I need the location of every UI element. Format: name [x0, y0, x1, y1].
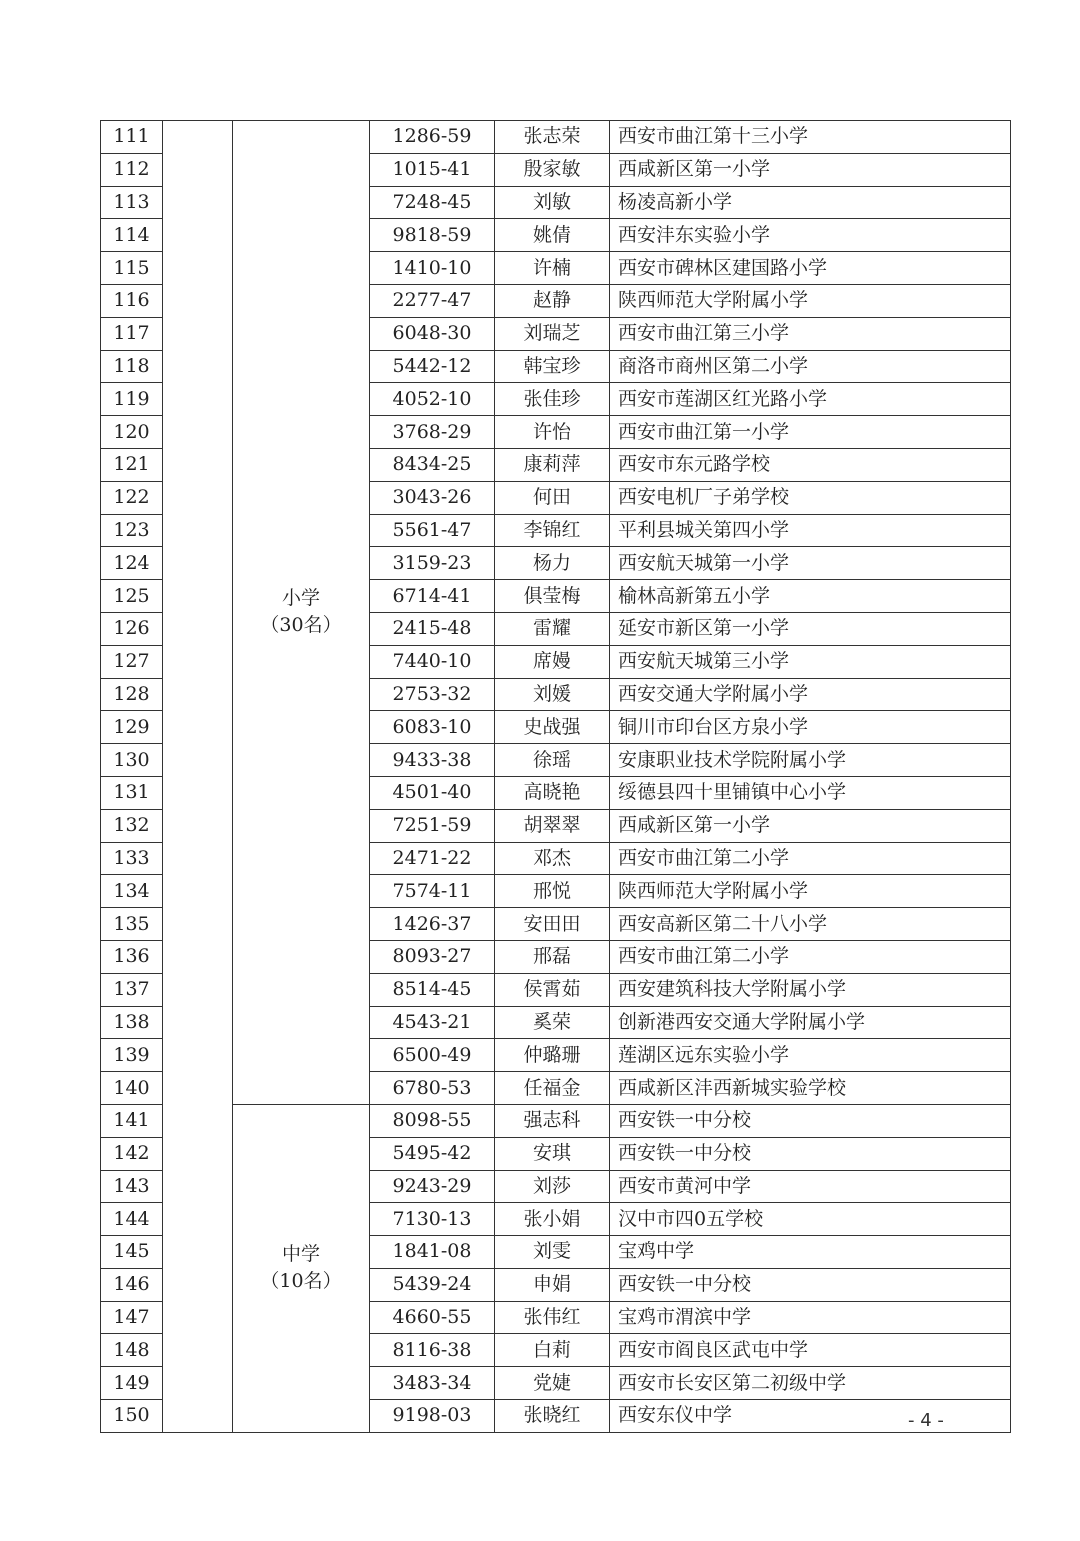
school-name: 莲湖区远东实验小学 [610, 1039, 1011, 1072]
certificate-code: 9243-29 [370, 1170, 495, 1203]
certificate-code: 5442-12 [370, 350, 495, 383]
certificate-code: 2415-48 [370, 612, 495, 645]
page-number: - 4 - [908, 1410, 944, 1431]
row-number: 118 [101, 350, 163, 383]
certificate-code: 4660-55 [370, 1301, 495, 1334]
person-name: 刘雯 [495, 1236, 610, 1269]
school-name: 西安铁一中分校 [610, 1104, 1011, 1137]
school-name: 西安市碑林区建国路小学 [610, 252, 1011, 285]
award-list-table [100, 120, 1011, 1433]
school-name: 绥德县四十里铺镇中心小学 [610, 776, 1011, 809]
person-name: 安琪 [495, 1137, 610, 1170]
row-number: 137 [101, 973, 163, 1006]
row-number: 123 [101, 514, 163, 547]
certificate-code: 8514-45 [370, 973, 495, 1006]
row-number: 144 [101, 1203, 163, 1236]
school-name: 西咸新区第一小学 [610, 809, 1011, 842]
person-name: 张志荣 [495, 121, 610, 154]
person-name: 韩宝珍 [495, 350, 610, 383]
person-name: 姚倩 [495, 219, 610, 252]
row-number: 130 [101, 744, 163, 777]
row-number: 134 [101, 875, 163, 908]
school-name: 西安市曲江第一小学 [610, 416, 1011, 449]
certificate-code: 2277-47 [370, 284, 495, 317]
school-name: 西安航天城第三小学 [610, 645, 1011, 678]
person-name: 殷家敏 [495, 153, 610, 186]
certificate-code: 8098-55 [370, 1104, 495, 1137]
person-name: 赵静 [495, 284, 610, 317]
school-name: 西安市曲江第十三小学 [610, 121, 1011, 154]
certificate-code: 1841-08 [370, 1236, 495, 1269]
row-number: 141 [101, 1104, 163, 1137]
category-cell [233, 121, 370, 1105]
school-name: 汉中市四0五学校 [610, 1203, 1011, 1236]
school-name: 平利县城关第四小学 [610, 514, 1011, 547]
person-name: 强志科 [495, 1104, 610, 1137]
person-name: 张伟红 [495, 1301, 610, 1334]
row-number: 149 [101, 1367, 163, 1400]
row-number: 113 [101, 186, 163, 219]
person-name: 邢悦 [495, 875, 610, 908]
person-name: 杨力 [495, 547, 610, 580]
row-number: 146 [101, 1268, 163, 1301]
certificate-code: 5439-24 [370, 1268, 495, 1301]
person-name: 雷耀 [495, 612, 610, 645]
row-number: 114 [101, 219, 163, 252]
school-name: 西安电机厂子弟学校 [610, 481, 1011, 514]
school-name: 西安东仪中学 [610, 1400, 1011, 1433]
row-number: 139 [101, 1039, 163, 1072]
row-number: 122 [101, 481, 163, 514]
person-name: 党婕 [495, 1367, 610, 1400]
certificate-code: 9433-38 [370, 744, 495, 777]
person-name: 侯霄茹 [495, 973, 610, 1006]
school-name: 延安市新区第一小学 [610, 612, 1011, 645]
certificate-code: 1015-41 [370, 153, 495, 186]
school-name: 西安市莲湖区红光路小学 [610, 383, 1011, 416]
school-name: 西安航天城第一小学 [610, 547, 1011, 580]
school-name: 西安市曲江第二小学 [610, 940, 1011, 973]
certificate-code: 7574-11 [370, 875, 495, 908]
school-name: 西安市黄河中学 [610, 1170, 1011, 1203]
row-number: 126 [101, 612, 163, 645]
person-name: 任福金 [495, 1072, 610, 1105]
certificate-code: 2471-22 [370, 842, 495, 875]
person-name: 刘敏 [495, 186, 610, 219]
person-name: 刘媛 [495, 678, 610, 711]
certificate-code: 3483-34 [370, 1367, 495, 1400]
school-name: 商洛市商州区第二小学 [610, 350, 1011, 383]
category-cell [233, 1104, 370, 1432]
person-name: 刘莎 [495, 1170, 610, 1203]
certificate-code: 4052-10 [370, 383, 495, 416]
certificate-code: 5495-42 [370, 1137, 495, 1170]
certificate-code: 6048-30 [370, 317, 495, 350]
school-name: 榆林高新第五小学 [610, 580, 1011, 613]
row-number: 133 [101, 842, 163, 875]
certificate-code: 8093-27 [370, 940, 495, 973]
person-name: 高晓艳 [495, 776, 610, 809]
row-number: 115 [101, 252, 163, 285]
person-name: 张晓红 [495, 1400, 610, 1433]
certificate-code: 5561-47 [370, 514, 495, 547]
school-name: 西咸新区沣西新城实验学校 [610, 1072, 1011, 1105]
school-name: 陕西师范大学附属小学 [610, 875, 1011, 908]
blank-column-cell [163, 121, 233, 1433]
person-name: 史战强 [495, 711, 610, 744]
row-number: 143 [101, 1170, 163, 1203]
certificate-code: 9198-03 [370, 1400, 495, 1433]
certificate-code: 4501-40 [370, 776, 495, 809]
certificate-code: 6500-49 [370, 1039, 495, 1072]
row-number: 125 [101, 580, 163, 613]
category-count: （30名） [260, 614, 342, 637]
certificate-code: 8116-38 [370, 1334, 495, 1367]
school-name: 西安市阎良区武屯中学 [610, 1334, 1011, 1367]
school-name: 安康职业技术学院附属小学 [610, 744, 1011, 777]
school-name: 西安市长安区第二初级中学 [610, 1367, 1011, 1400]
row-number: 121 [101, 448, 163, 481]
person-name: 张小娟 [495, 1203, 610, 1236]
person-name: 俱莹梅 [495, 580, 610, 613]
certificate-code: 8434-25 [370, 448, 495, 481]
certificate-code: 3159-23 [370, 547, 495, 580]
person-name: 康莉萍 [495, 448, 610, 481]
school-name: 西安市东元路学校 [610, 448, 1011, 481]
row-number: 138 [101, 1006, 163, 1039]
person-name: 邢磊 [495, 940, 610, 973]
school-name: 西安市曲江第二小学 [610, 842, 1011, 875]
school-name: 西安交通大学附属小学 [610, 678, 1011, 711]
person-name: 胡翠翠 [495, 809, 610, 842]
certificate-code: 1426-37 [370, 908, 495, 941]
person-name: 许怡 [495, 416, 610, 449]
row-number: 124 [101, 547, 163, 580]
person-name: 刘瑞芝 [495, 317, 610, 350]
certificate-code: 6714-41 [370, 580, 495, 613]
certificate-code: 4543-21 [370, 1006, 495, 1039]
person-name: 许楠 [495, 252, 610, 285]
row-number: 127 [101, 645, 163, 678]
person-name: 张佳珍 [495, 383, 610, 416]
person-name: 席嫚 [495, 645, 610, 678]
certificate-code: 7248-45 [370, 186, 495, 219]
row-number: 132 [101, 809, 163, 842]
school-name: 陕西师范大学附属小学 [610, 284, 1011, 317]
person-name: 申娟 [495, 1268, 610, 1301]
row-number: 129 [101, 711, 163, 744]
certificate-code: 3768-29 [370, 416, 495, 449]
person-name: 奚荣 [495, 1006, 610, 1039]
row-number: 111 [101, 121, 163, 154]
row-number: 119 [101, 383, 163, 416]
school-name: 西安沣东实验小学 [610, 219, 1011, 252]
row-number: 142 [101, 1137, 163, 1170]
row-number: 140 [101, 1072, 163, 1105]
school-name: 西安铁一中分校 [610, 1137, 1011, 1170]
school-name: 西安铁一中分校 [610, 1268, 1011, 1301]
row-number: 120 [101, 416, 163, 449]
row-number: 136 [101, 940, 163, 973]
certificate-code: 2753-32 [370, 678, 495, 711]
school-name: 创新港西安交通大学附属小学 [610, 1006, 1011, 1039]
row-number: 148 [101, 1334, 163, 1367]
table-body [101, 121, 1011, 1433]
certificate-code: 9818-59 [370, 219, 495, 252]
category-count: （10名） [260, 1270, 342, 1293]
row-number: 117 [101, 317, 163, 350]
category-name: 小学 [281, 586, 320, 609]
table-row [101, 1104, 1011, 1137]
school-name: 宝鸡中学 [610, 1236, 1011, 1269]
school-name: 西安市曲江第三小学 [610, 317, 1011, 350]
certificate-code: 7440-10 [370, 645, 495, 678]
certificate-code: 1286-59 [370, 121, 495, 154]
row-number: 131 [101, 776, 163, 809]
row-number: 145 [101, 1236, 163, 1269]
person-name: 何田 [495, 481, 610, 514]
row-number: 150 [101, 1400, 163, 1433]
school-name: 西安建筑科技大学附属小学 [610, 973, 1011, 1006]
person-name: 徐瑶 [495, 744, 610, 777]
person-name: 邓杰 [495, 842, 610, 875]
person-name: 安田田 [495, 908, 610, 941]
certificate-code: 3043-26 [370, 481, 495, 514]
table-row [101, 121, 1011, 154]
certificate-code: 7251-59 [370, 809, 495, 842]
category-name: 中学 [281, 1242, 320, 1265]
row-number: 112 [101, 153, 163, 186]
school-name: 西咸新区第一小学 [610, 153, 1011, 186]
person-name: 白莉 [495, 1334, 610, 1367]
certificate-code: 7130-13 [370, 1203, 495, 1236]
person-name: 仲璐珊 [495, 1039, 610, 1072]
school-name: 杨凌高新小学 [610, 186, 1011, 219]
school-name: 铜川市印台区方泉小学 [610, 711, 1011, 744]
row-number: 128 [101, 678, 163, 711]
certificate-code: 6780-53 [370, 1072, 495, 1105]
certificate-code: 1410-10 [370, 252, 495, 285]
row-number: 147 [101, 1301, 163, 1334]
certificate-code: 6083-10 [370, 711, 495, 744]
school-name: 西安高新区第二十八小学 [610, 908, 1011, 941]
row-number: 116 [101, 284, 163, 317]
school-name: 宝鸡市渭滨中学 [610, 1301, 1011, 1334]
person-name: 李锦红 [495, 514, 610, 547]
row-number: 135 [101, 908, 163, 941]
